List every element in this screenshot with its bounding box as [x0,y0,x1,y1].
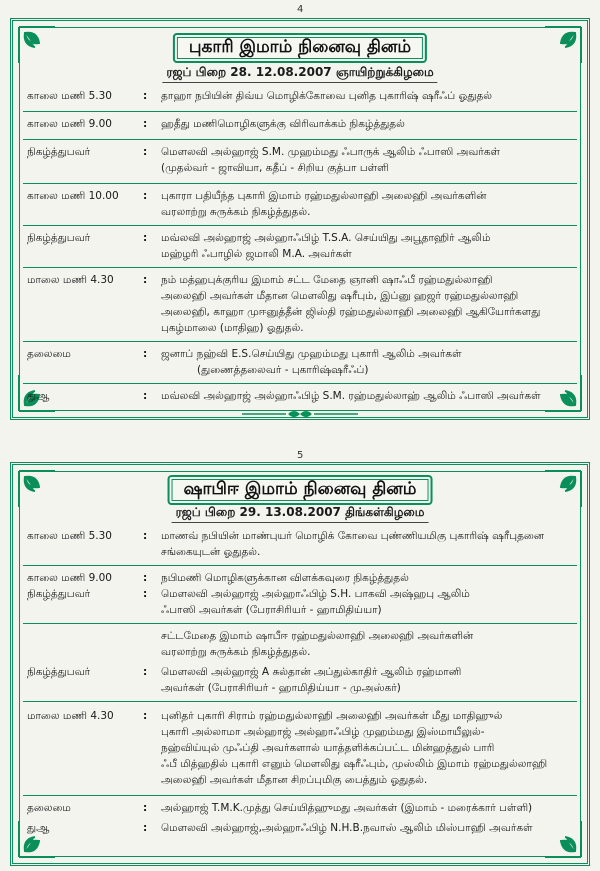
role-label: துஆ [27,822,50,834]
row-text: அலைஹி, காஹா முஈனுத்தீன் ஜிஸ்தி ரஹ்மதுல்லாஹி அலைஹி ஆகியோர்களது [161,306,541,318]
role-label: தலைமை [27,802,71,814]
row-text: அலைஹி அவர்கள் மீதான சிறப்புமிகு பைத்தும் ஓதுதல். [161,774,428,786]
row-text: புகாரி அல்லாமா அல்ஹாஜ் அல்ஹாஃபிழ் முஹம்மது இஸ்மாயீலுல்- [161,726,485,738]
row-text: மஹ்ழரி ஃபாழில் ஜமாலி M.A. அவர்கள் [161,248,352,260]
date-subtitle: ரஜப் பிறை 28. 12.08.2007 ஞாயிற்றுக்கிழமை [162,65,437,83]
time-label: காலை மணி 5.30 [27,90,112,102]
row-text: புகாரா பதியீந்த புகாரி இமாம் ரஹ்மதுல்லாஹி அலைஹி அவர்களின் [161,190,487,202]
date-subtitle: ரஜப் பிறை 29. 13.08.2007 திங்கள்கிழமை [172,505,429,523]
page-title: ஷாபிஈ இமாம் நினைவு தினம் [168,475,433,505]
row-text: மவ்லவி அல்ஹாஜ் அல்ஹாஃபிழ் S.M. ரஹ்மதுல்லாஹ் ஆலிம் ஃபாஸி அவர்கள் [161,390,541,402]
time-label: மாலை மணி 4.30 [27,274,114,286]
role-label: துஆ [27,390,50,402]
row-text: ஜனாப் நஹ்வி E.S.செய்யிது முஹம்மது புகாரி ஆலிம் அவர்கள் [161,348,462,360]
corner-ornament-icon [539,23,585,69]
row-text: மவ்லவி அல்ஹாஜ் அல்ஹாஃபிழ் T.S.A. செய்யிது அபூதாஹிர் ஆலிம் [161,232,491,244]
row-text: நம் மத்ஹபுக்குரிய இமாம் சட்ட மேதை ஞானி ஷாஃபீ ரஹ்மதுல்லாஹி [161,274,493,286]
row-text: நபிமணி மொழிகளுக்கான விளக்கவுரை நிகழ்த்துதல் [161,572,409,584]
page-number-5: 5 [297,450,304,461]
row-text: மௌலவி அல்ஹாஜ்,அல்ஹாஃபிழ் N.H.B.நவாஸ் ஆலிம் மிஸ்பாஹி அவர்கள் [161,822,533,834]
row-text: தாஹா நபியின் திவ்ய மொழிக்கோவை புனித புகாரிஷ் ஷரீஃப் ஓதுதல் [161,90,493,102]
row-text: மௌலவி அல்ஹாஜ் அல்ஹாஃபிழ் S.H. பாகவி அஷ்ஹபு ஆலிம் [161,588,470,600]
time-label: காலை மணி 5.30 [27,530,112,542]
row-text: அவர்கள் (பேராசிரியர் - ஹாமிதிய்யா - முஅஸ்கர்) [161,682,401,694]
row-text: புனிதர் புகாரி சிராம் ரஹ்மதுல்லாஹி அலைஹி அவர்கள் மீது மாதிஹுல் [161,710,503,722]
role-label: நிகழ்த்துபவர் [27,146,91,158]
row-text: ஃபாஸி அவர்கள் (பேராசிரியர் - ஹாமிதிய்யா) [161,604,382,616]
time-label: மாலை மணி 4.30 [27,710,114,722]
row-text: அலைஹி அவர்கள் மீதான மௌலிது ஷரீபும், இப்னு ஹஜர் ரஹ்மதுல்லாஹி [161,290,519,302]
time-label: காலை மணி 9.00 [27,118,112,130]
program-panel-day1: புகாரி இமாம் நினைவு தினம் ரஜப் பிறை 28. 12.08.2007 ஞாயிற்றுக்கிழமை காலை மணி 5.30 : தாஹா நபியின் திவ்ய மொழிக்கோவை புனித புகாரிஷ் ஷரீஃப் ஓதுதல் காலை மணி 9.00 : ஹதீது மணிமொழிகளுக்கு விரிவாக்கம் நிகழ்த்துதல் நிகழ்த்துபவர் : மௌலவி அல்ஹாஜ் S.M. முஹம்மது ஃபாருக் ஆலிம் ஃபாஸி அவர்கள் (முதல்வர் - ஜாவியா, கதீப் - சிறிய குத்பா பள்ளி காலை மணி 10.00 : புகாரா பதியீந்த புகாரி இமாம் ரஹ்மதுல்லாஹி அலைஹி அவர்களின் வரலாற்று சுருக்கம் நிகழ்த்துதல். நிகழ்த்துபவர் : மவ்லவி அல்ஹாஜ் அல்ஹாஃபிழ் T.S.A. செய்யிது அபூதாஹிர் ஆலிம் மஹ்ழரி ஃபாழில் ஜமாலி M.A. அவர்கள் மாலை மணி 4.30 : நம் மத்ஹபுக்குரிய இமாம் சட்ட மேதை ஞானி ஷாஃபீ ரஹ்மதுல்லாஹி அலைஹி அவர்கள் மீதான மௌலிது ஷரீபும், இப்னு ஹஜர் ரஹ்மதுல்லாஹி அலைஹி, காஹா முஈனுத்தீன் ஜிஸ்தி ரஹ்மதுல்லாஹி அலைஹி ஆகியோர்களது புகழ்மாலை (மாதிஹ) ஓதுதல். தலைமை : ஜனாப் நஹ்வி E.S.செய்யிது முஹம்மது புகாரி ஆலிம் அவர்கள் (துணைத்தலைவர் - புகாரிஷ்ஷரீஃப்) துஆ : மவ்லவி அல்ஹாஜ் அல்ஹாஃபிழ் S.M. ரஹ்மதுல்லாஹ் ஆலிம் ஃபாஸி அவர்கள் [10,18,590,420]
corner-ornament-icon [15,467,61,513]
scroll-ornament-icon [240,405,360,424]
row-text: புகழ்மாலை (மாதிஹ) ஓதுதல். [161,322,304,334]
row-text: ஹதீது மணிமொழிகளுக்கு விரிவாக்கம் நிகழ்த்துதல் [161,118,405,130]
row-text: மாணவ் நபியின் மாண்புயர் மொழிக் கோவை புண்ணியமிகு புகாரிஷ் ஷரீபுதனை [161,530,545,542]
page-title: புகாரி இமாம் நினைவு தினம் [173,33,427,63]
role-label: நிகழ்த்துபவர் [27,666,91,678]
role-label: நிகழ்த்துபவர் [27,588,91,600]
row-text: சங்கையுடன் ஓதுதல். [161,546,261,558]
row-text: வரலாற்று சுருக்கம் நிகழ்த்துதல். [161,646,311,658]
role-label: தலைமை [27,348,71,360]
row-text: (முதல்வர் - ஜாவியா, கதீப் - சிறிய குத்பா பள்ளி [161,162,389,174]
corner-ornament-icon [539,467,585,513]
row-text: ஃபீ மித்ஹதில் புகாரி எனும் மௌலிது ஷரீஃபும், முஸ்லிம் இமாம் ரஹ்மதுல்லாஹி [161,758,548,770]
row-text: நஹ்விய்யுல் முஃப்தி அவர்களால் யாத்தளிக்கப்பட்ட மின்ஹத்துல் பாரி [161,742,495,754]
time-label: காலை மணி 10.00 [27,190,119,202]
row-text: (துணைத்தலைவர் - புகாரிஷ்ஷரீஃப்) [197,364,369,376]
corner-ornament-icon [15,23,61,69]
row-text: மௌலவி அல்ஹாஜ் S.M. முஹம்மது ஃபாருக் ஆலிம் ஃபாஸி அவர்கள் [161,146,501,158]
time-label: காலை மணி 9.00 [27,572,112,584]
role-label: நிகழ்த்துபவர் [27,232,91,244]
program-panel-day2: ஷாபிஈ இமாம் நினைவு தினம் ரஜப் பிறை 29. 13.08.2007 திங்கள்கிழமை காலை மணி 5.30 : மாணவ் நபியின் மாண்புயர் மொழிக் கோவை புண்ணியமிகு புகாரிஷ் ஷரீபுதனை சங்கையுடன் ஓதுதல். காலை மணி 9.00 : நபிமணி மொழிகளுக்கான விளக்கவுரை நிகழ்த்துதல் நிகழ்த்துபவர் : மௌலவி அல்ஹாஜ் அல்ஹாஃபிழ் S.H. பாகவி அஷ்ஹபு ஆலிம் ஃபாஸி அவர்கள் (பேராசிரியர் - ஹாமிதிய்யா) சட்டமேதை இமாம் ஷாபீஈ ரஹ்மதுல்லாஹி அலைஹி அவர்களின் வரலாற்று சுருக்கம் நிகழ்த்துதல். நிகழ்த்துபவர் : மௌலவி அல்ஹாஜ் A சுல்தான் அப்துல்காதிர் ஆலிம் ரஹ்மானி அவர்கள் (பேராசிரியர் - ஹாமிதிய்யா - முஅஸ்கர்) மாலை மணி 4.30 : புனிதர் புகாரி சிராம் ரஹ்மதுல்லாஹி அலைஹி அவர்கள் மீது மாதிஹுல் புகாரி அல்லாமா அல்ஹாஜ் அல்ஹாஃபிழ் முஹம்மது இஸ்மாயீலுல்- நஹ்விய்யுல் முஃப்தி அவர்களால் யாத்தளிக்கப்பட்ட மின்ஹத்துல் பாரி ஃபீ மித்ஹதில் புகாரி எனும் மௌலிது ஷரீஃபும், முஸ்லிம் இமாம் ரஹ்மதுல்லாஹி அலைஹி அவர்கள் மீதான சிறப்புமிகு பைத்தும் ஓதுதல். தலைமை : அல்ஹாஜ் T.M.K.முத்து செய்யித்ஹுமது அவர்கள் (இமாம் - மரைக்கார் பள்ளி) துஆ : மௌலவி அல்ஹாஜ்,அல்ஹாஃபிழ் N.H.B.நவாஸ் ஆலிம் மிஸ்பாஹி அவர்கள் [10,462,590,866]
row-text: மௌலவி அல்ஹாஜ் A சுல்தான் அப்துல்காதிர் ஆலிம் ரஹ்மானி [161,666,462,678]
row-text: அல்ஹாஜ் T.M.K.முத்து செய்யித்ஹுமது அவர்கள் (இமாம் - மரைக்கார் பள்ளி) [161,802,533,814]
row-text: வரலாற்று சுருக்கம் நிகழ்த்துதல். [161,206,311,218]
row-text: சட்டமேதை இமாம் ஷாபீஈ ரஹ்மதுல்லாஹி அலைஹி அவர்களின் [161,630,474,642]
page-number-4: 4 [297,4,304,15]
